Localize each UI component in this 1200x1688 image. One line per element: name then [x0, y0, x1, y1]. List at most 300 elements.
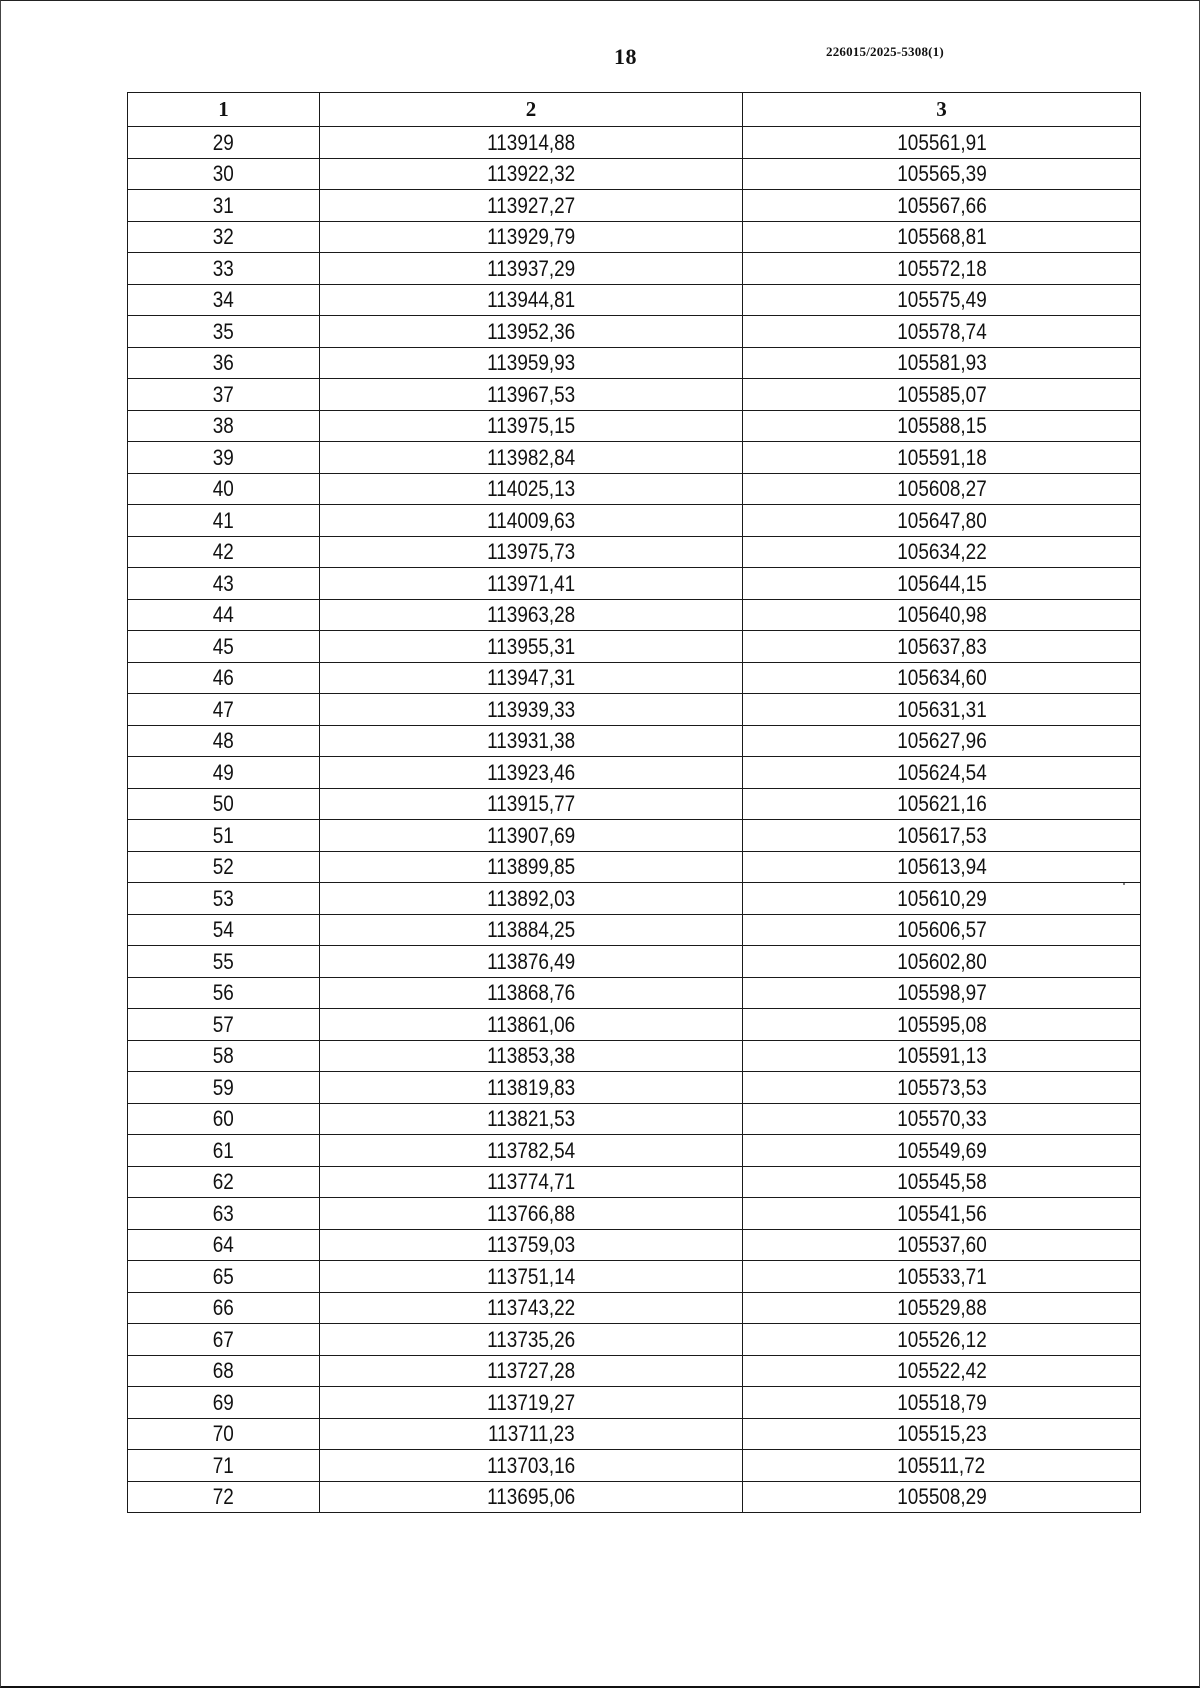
- cell-value: 38: [212, 413, 235, 439]
- cell-value: 113947,31: [486, 665, 576, 691]
- coordinate-x-cell: [320, 1229, 743, 1261]
- coordinate-x-cell: [320, 158, 743, 190]
- cell-value: 113892,03: [486, 885, 576, 911]
- coordinate-y-cell: [743, 127, 1141, 159]
- table-row: [128, 127, 1141, 159]
- table-row: [128, 505, 1141, 537]
- point-number-cell: [128, 442, 320, 474]
- coordinate-y-cell: [743, 253, 1141, 285]
- point-number-cell: [128, 820, 320, 852]
- cell-value: 113695,06: [486, 1484, 576, 1510]
- coordinate-x-cell: [320, 1040, 743, 1072]
- table-row: [128, 1229, 1141, 1261]
- cell-value: 113952,36: [486, 318, 576, 344]
- cell-value: 105572,18: [896, 255, 987, 281]
- page-number: 18: [614, 44, 637, 69]
- point-number-cell: [128, 379, 320, 411]
- cell-value: 105608,27: [896, 476, 987, 502]
- coordinate-x-cell: [320, 757, 743, 789]
- table-row: [128, 1072, 1141, 1104]
- cell-value: 105634,60: [896, 665, 987, 691]
- table-row: [128, 1481, 1141, 1513]
- coordinate-y-cell: [743, 1418, 1141, 1450]
- cell-value: 51: [212, 822, 235, 848]
- header-row: [128, 93, 1141, 127]
- cell-value: 37: [212, 381, 235, 407]
- cell-value: 34: [212, 287, 235, 313]
- cell-value: 113774,71: [486, 1169, 576, 1195]
- cell-value: 113975,73: [486, 539, 576, 565]
- cell-value: 105585,07: [896, 381, 987, 407]
- coordinate-x-cell: [320, 1387, 743, 1419]
- cell-value: 113967,53: [486, 381, 576, 407]
- coordinate-y-cell: [743, 284, 1141, 316]
- coordinate-x-cell: [320, 1166, 743, 1198]
- coordinate-y-cell: [743, 221, 1141, 253]
- cell-value: 113922,32: [486, 161, 576, 187]
- cell-value: 62: [212, 1169, 235, 1195]
- cell-value: 114009,63: [486, 507, 576, 533]
- point-number-cell: [128, 1450, 320, 1482]
- point-number-cell: [128, 1040, 320, 1072]
- cell-value: 47: [212, 696, 235, 722]
- cell-value: 105522,42: [896, 1358, 987, 1384]
- cell-value: 114025,13: [486, 476, 576, 502]
- point-number-cell: [128, 946, 320, 978]
- cell-value: 63: [212, 1200, 235, 1226]
- coordinate-y-cell: [743, 1387, 1141, 1419]
- cell-value: 105647,80: [896, 507, 987, 533]
- table-row: [128, 883, 1141, 915]
- table-row: [128, 662, 1141, 694]
- cell-value: 113766,88: [486, 1200, 576, 1226]
- cell-value: 113927,27: [486, 192, 576, 218]
- cell-value: 68: [212, 1358, 235, 1384]
- table-row: [128, 410, 1141, 442]
- coordinate-y-cell: [743, 410, 1141, 442]
- point-number-cell: [128, 347, 320, 379]
- cell-value: 105529,88: [896, 1295, 987, 1321]
- cell-value: 52: [212, 854, 235, 880]
- cell-value: 105581,93: [896, 350, 987, 376]
- cell-value: 54: [212, 917, 235, 943]
- coordinate-x-cell: [320, 442, 743, 474]
- cell-value: 48: [212, 728, 235, 754]
- cell-value: 36: [212, 350, 235, 376]
- point-number-cell: [128, 1418, 320, 1450]
- coordinate-y-cell: [743, 1450, 1141, 1482]
- coordinate-y-cell: [743, 379, 1141, 411]
- point-number-cell: [128, 536, 320, 568]
- coordinate-x-cell: [320, 1009, 743, 1041]
- table-row: [128, 1135, 1141, 1167]
- table-row: [128, 253, 1141, 285]
- coordinate-x-cell: [320, 1292, 743, 1324]
- cell-value: 66: [212, 1295, 235, 1321]
- coordinate-y-cell: [743, 631, 1141, 663]
- table-row: [128, 1040, 1141, 1072]
- cell-value: 31: [212, 192, 235, 218]
- coordinate-y-cell: [743, 442, 1141, 474]
- point-number-cell: [128, 757, 320, 789]
- point-number-cell: [128, 1198, 320, 1230]
- cell-value: 45: [212, 633, 235, 659]
- point-number-cell: [128, 1103, 320, 1135]
- coordinate-y-cell: [743, 568, 1141, 600]
- cell-value: 113955,31: [486, 633, 576, 659]
- cell-value: 105595,08: [896, 1011, 987, 1037]
- coordinate-y-cell: [743, 599, 1141, 631]
- coordinate-x-cell: [320, 568, 743, 600]
- table-row: [128, 1166, 1141, 1198]
- coordinate-x-cell: [320, 505, 743, 537]
- cell-value: 105549,69: [896, 1137, 987, 1163]
- cell-value: 69: [212, 1389, 235, 1415]
- cell-value: 39: [212, 444, 235, 470]
- cell-value: 113821,53: [486, 1106, 576, 1132]
- cell-value: 113944,81: [486, 287, 576, 313]
- point-number-cell: [128, 1292, 320, 1324]
- table-row: [128, 221, 1141, 253]
- cell-value: 105561,91: [896, 129, 987, 155]
- cell-value: 61: [212, 1137, 235, 1163]
- cell-value: 105621,16: [896, 791, 987, 817]
- table-row: [128, 316, 1141, 348]
- column-header-2: 2: [320, 93, 743, 127]
- cell-value: 105565,39: [896, 161, 987, 187]
- coordinate-x-cell: [320, 1450, 743, 1482]
- table-row: [128, 1292, 1141, 1324]
- table-row: [128, 284, 1141, 316]
- table-row: [128, 599, 1141, 631]
- cell-value: 105606,57: [896, 917, 987, 943]
- cell-value: 113937,29: [486, 255, 576, 281]
- coordinate-x-cell: [320, 127, 743, 159]
- cell-value: 113959,93: [486, 350, 576, 376]
- cell-value: 113914,88: [486, 129, 576, 155]
- cell-value: 113939,33: [486, 696, 576, 722]
- point-number-cell: [128, 505, 320, 537]
- cell-value: 29: [212, 129, 235, 155]
- coordinate-x-cell: [320, 1481, 743, 1513]
- coordinate-y-cell: [743, 1481, 1141, 1513]
- table-row: [128, 977, 1141, 1009]
- point-number-cell: [128, 883, 320, 915]
- coordinate-x-cell: [320, 316, 743, 348]
- cell-value: 59: [212, 1074, 235, 1100]
- coordinate-y-cell: [743, 473, 1141, 505]
- cell-value: 46: [212, 665, 235, 691]
- cell-value: 41: [212, 507, 235, 533]
- point-number-cell: [128, 1261, 320, 1293]
- point-number-cell: [128, 851, 320, 883]
- cell-value: 113963,28: [486, 602, 576, 628]
- cell-value: 53: [212, 885, 235, 911]
- coordinate-x-cell: [320, 410, 743, 442]
- cell-value: 105541,56: [896, 1200, 987, 1226]
- table-row: [128, 1418, 1141, 1450]
- coordinate-x-cell: [320, 284, 743, 316]
- coordinate-y-cell: [743, 158, 1141, 190]
- cell-value: 113759,03: [486, 1232, 576, 1258]
- coordinate-x-cell: [320, 536, 743, 568]
- point-number-cell: [128, 473, 320, 505]
- cell-value: 113876,49: [486, 948, 576, 974]
- column-header-3: 3: [743, 93, 1141, 127]
- table-row: [128, 1355, 1141, 1387]
- cell-value: 105644,15: [896, 570, 987, 596]
- coordinate-y-cell: [743, 1166, 1141, 1198]
- coordinate-x-cell: [320, 914, 743, 946]
- point-number-cell: [128, 1009, 320, 1041]
- cell-value: 105591,18: [896, 444, 987, 470]
- coordinate-x-cell: [320, 694, 743, 726]
- point-number-cell: [128, 1072, 320, 1104]
- cell-value: 30: [212, 161, 235, 187]
- cell-value: 113861,06: [486, 1011, 576, 1037]
- table-row: [128, 1387, 1141, 1419]
- point-number-cell: [128, 158, 320, 190]
- cell-value: 113735,26: [486, 1326, 576, 1352]
- point-number-cell: [128, 1481, 320, 1513]
- coordinate-y-cell: [743, 1292, 1141, 1324]
- cell-value: 105567,66: [896, 192, 987, 218]
- cell-value: 113711,23: [487, 1421, 575, 1447]
- cell-value: 105533,71: [896, 1263, 987, 1289]
- coordinate-x-cell: [320, 946, 743, 978]
- cell-value: 64: [212, 1232, 235, 1258]
- point-number-cell: [128, 1355, 320, 1387]
- coordinate-x-cell: [320, 1198, 743, 1230]
- cell-value: 72: [212, 1484, 235, 1510]
- cell-value: 105573,53: [896, 1074, 987, 1100]
- coordinate-y-cell: [743, 757, 1141, 789]
- cell-value: 113907,69: [486, 822, 576, 848]
- coordinate-x-cell: [320, 788, 743, 820]
- coordinate-x-cell: [320, 1324, 743, 1356]
- coordinate-x-cell: [320, 1261, 743, 1293]
- cell-value: 113899,85: [486, 854, 576, 880]
- cell-value: 65: [212, 1263, 235, 1289]
- coordinate-y-cell: [743, 1229, 1141, 1261]
- point-number-cell: [128, 788, 320, 820]
- cell-value: 105598,97: [896, 980, 987, 1006]
- cell-value: 40: [212, 476, 235, 502]
- coordinate-x-cell: [320, 851, 743, 883]
- coordinate-y-cell: [743, 1103, 1141, 1135]
- coordinate-x-cell: [320, 820, 743, 852]
- cell-value: 105511,72: [897, 1452, 986, 1478]
- coordinate-y-cell: [743, 977, 1141, 1009]
- cell-value: 57: [212, 1011, 235, 1037]
- table-row: [128, 914, 1141, 946]
- table-body: [128, 127, 1141, 1513]
- cell-value: 105624,54: [896, 759, 987, 785]
- cell-value: 113929,79: [486, 224, 576, 250]
- cell-value: 113719,27: [486, 1389, 576, 1415]
- point-number-cell: [128, 316, 320, 348]
- coordinate-y-cell: [743, 1135, 1141, 1167]
- cell-value: 50: [212, 791, 235, 817]
- cell-value: 105591,13: [896, 1043, 987, 1069]
- coordinate-y-cell: [743, 725, 1141, 757]
- coordinate-x-cell: [320, 725, 743, 757]
- cell-value: 105634,22: [896, 539, 987, 565]
- coordinate-x-cell: [320, 190, 743, 222]
- cell-value: 113982,84: [486, 444, 576, 470]
- table-row: [128, 473, 1141, 505]
- cell-value: 105575,49: [896, 287, 987, 313]
- cell-value: 55: [212, 948, 235, 974]
- cell-value: 113915,77: [486, 791, 576, 817]
- cell-value: 113853,38: [486, 1043, 576, 1069]
- coordinate-y-cell: [743, 914, 1141, 946]
- cell-value: 105631,31: [896, 696, 987, 722]
- coordinate-y-cell: [743, 662, 1141, 694]
- table-row: [128, 631, 1141, 663]
- cell-value: 113923,46: [486, 759, 576, 785]
- cell-value: 105545,58: [896, 1169, 987, 1195]
- coordinate-y-cell: [743, 505, 1141, 537]
- cell-value: 105613,94: [896, 854, 987, 880]
- cell-value: 56: [212, 980, 235, 1006]
- cell-value: 43: [212, 570, 235, 596]
- cell-value: 113971,41: [486, 570, 576, 596]
- cell-value: 105508,29: [896, 1484, 987, 1510]
- table-row: [128, 788, 1141, 820]
- coordinate-x-cell: [320, 347, 743, 379]
- cell-value: 105640,98: [896, 602, 987, 628]
- table-row: [128, 442, 1141, 474]
- point-number-cell: [128, 1166, 320, 1198]
- cell-value: 32: [212, 224, 235, 250]
- cell-value: 67: [212, 1326, 235, 1352]
- table-row: [128, 568, 1141, 600]
- point-number-cell: [128, 914, 320, 946]
- document-reference: 226015/2025-5308(1): [826, 44, 944, 59]
- cell-value: 113727,28: [486, 1358, 576, 1384]
- column-header-1: 1: [128, 93, 320, 127]
- cell-value: 105602,80: [896, 948, 987, 974]
- table-row: [128, 379, 1141, 411]
- point-number-cell: [128, 284, 320, 316]
- cell-value: 113751,14: [486, 1263, 576, 1289]
- cell-value: 113975,15: [486, 413, 576, 439]
- point-number-cell: [128, 410, 320, 442]
- point-number-cell: [128, 568, 320, 600]
- table-row: [128, 1324, 1141, 1356]
- cell-value: 105627,96: [896, 728, 987, 754]
- coordinate-x-cell: [320, 1418, 743, 1450]
- point-number-cell: [128, 977, 320, 1009]
- coordinate-x-cell: [320, 977, 743, 1009]
- cell-value: 49: [212, 759, 235, 785]
- coordinate-y-cell: [743, 883, 1141, 915]
- table-row: [128, 1103, 1141, 1135]
- table-row: [128, 694, 1141, 726]
- coordinate-y-cell: [743, 536, 1141, 568]
- coordinate-x-cell: [320, 1103, 743, 1135]
- table-header: [128, 93, 1141, 127]
- coordinate-x-cell: [320, 221, 743, 253]
- cell-value: 113931,38: [486, 728, 576, 754]
- point-number-cell: [128, 694, 320, 726]
- point-number-cell: [128, 662, 320, 694]
- cell-value: 58: [212, 1043, 235, 1069]
- coordinate-x-cell: [320, 1072, 743, 1104]
- point-number-cell: [128, 1324, 320, 1356]
- cell-value: 113703,16: [486, 1452, 576, 1478]
- point-number-cell: [128, 127, 320, 159]
- cell-value: 105568,81: [896, 224, 987, 250]
- cell-value: 105526,12: [896, 1326, 987, 1352]
- cell-value: 33: [212, 255, 235, 281]
- coordinate-y-cell: [743, 1324, 1141, 1356]
- table-row: [128, 1009, 1141, 1041]
- coordinate-x-cell: [320, 599, 743, 631]
- coordinate-y-cell: [743, 1355, 1141, 1387]
- cell-value: 105610,29: [896, 885, 987, 911]
- coordinate-y-cell: [743, 788, 1141, 820]
- cell-value: 113743,22: [486, 1295, 576, 1321]
- coordinate-y-cell: [743, 316, 1141, 348]
- cell-value: 105637,83: [896, 633, 987, 659]
- cell-value: 105588,15: [896, 413, 987, 439]
- coordinate-y-cell: [743, 946, 1141, 978]
- cell-value: 70: [212, 1421, 235, 1447]
- table-row: [128, 1261, 1141, 1293]
- point-number-cell: [128, 1229, 320, 1261]
- coordinate-y-cell: [743, 820, 1141, 852]
- coordinate-y-cell: [743, 1072, 1141, 1104]
- point-number-cell: [128, 599, 320, 631]
- coordinate-y-cell: [743, 851, 1141, 883]
- coordinate-x-cell: [320, 473, 743, 505]
- table-row: [128, 190, 1141, 222]
- coordinate-x-cell: [320, 662, 743, 694]
- coordinate-y-cell: [743, 1261, 1141, 1293]
- point-number-cell: [128, 253, 320, 285]
- coordinate-x-cell: [320, 883, 743, 915]
- cell-value: 42: [212, 539, 235, 565]
- table-row: [128, 347, 1141, 379]
- cell-value: 35: [212, 318, 235, 344]
- cell-value: 113819,83: [486, 1074, 576, 1100]
- point-number-cell: [128, 221, 320, 253]
- coordinate-x-cell: [320, 253, 743, 285]
- point-number-cell: [128, 1387, 320, 1419]
- table-row: [128, 536, 1141, 568]
- cell-value: 71: [212, 1452, 235, 1478]
- coordinate-x-cell: [320, 379, 743, 411]
- cell-value: 105570,33: [896, 1106, 987, 1132]
- coordinate-y-cell: [743, 190, 1141, 222]
- coordinate-y-cell: [743, 347, 1141, 379]
- point-number-cell: [128, 725, 320, 757]
- table-row: [128, 1198, 1141, 1230]
- cell-value: 44: [212, 602, 235, 628]
- point-number-cell: [128, 631, 320, 663]
- table-row: [128, 946, 1141, 978]
- table-row: [128, 820, 1141, 852]
- cell-value: 60: [212, 1106, 235, 1132]
- point-number-cell: [128, 190, 320, 222]
- cell-value: 113782,54: [486, 1137, 576, 1163]
- cell-value: 105578,74: [896, 318, 987, 344]
- coordinate-x-cell: [320, 631, 743, 663]
- table-row: [128, 725, 1141, 757]
- point-number-cell: [128, 1135, 320, 1167]
